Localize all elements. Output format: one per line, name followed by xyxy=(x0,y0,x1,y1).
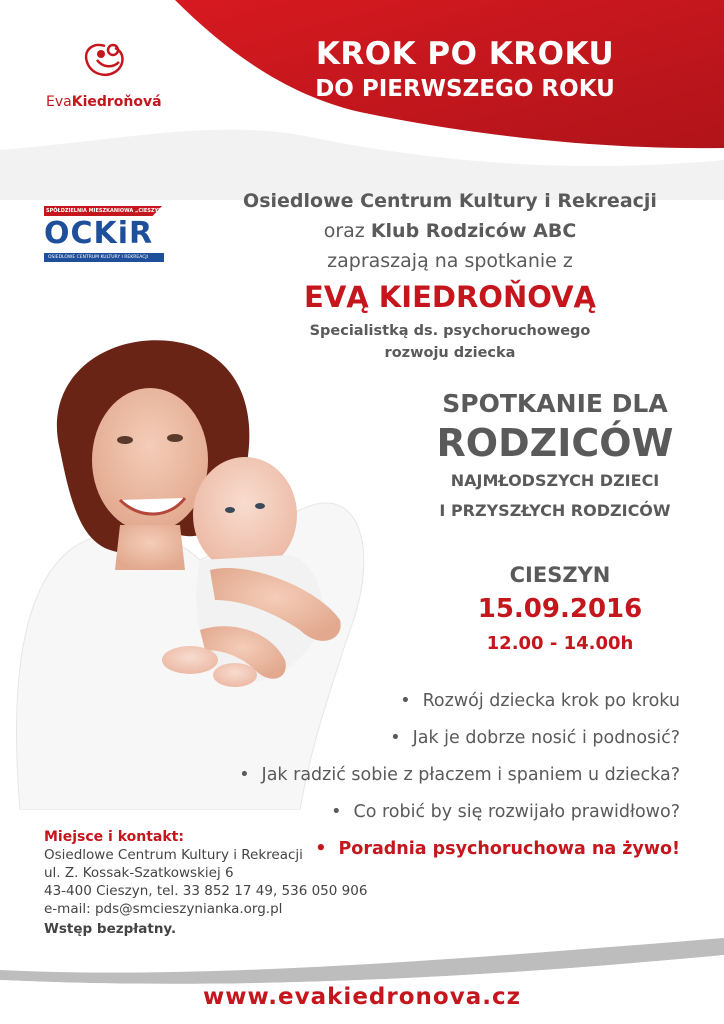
header-title-line1: KROK PO KROKU xyxy=(315,36,615,72)
eva-logo xyxy=(40,38,170,118)
event-city: CIESZYN xyxy=(509,563,611,587)
topic-text: Rozwój dziecka krok po kroku xyxy=(422,691,680,711)
mother-child-logo-icon xyxy=(75,38,135,88)
speaker-name: EVĄ KIEDROŇOVĄ xyxy=(304,280,596,314)
topic-item xyxy=(160,720,680,757)
event-sub2: I PRZYSZŁYCH RODZICÓW xyxy=(439,501,671,520)
free-entry: Wstęp bezpłatny. xyxy=(44,921,177,937)
logo-text-eva: Eva xyxy=(46,94,72,110)
contact-line2: ul. Z. Kossak-Szatkowskiej 6 xyxy=(44,865,234,881)
contact-heading: Miejsce i kontakt: xyxy=(44,829,184,845)
header-title-line2: DO PIERWSZEGO ROKU xyxy=(315,76,615,102)
topic-text: Jak je dobrze nosić i podnosić? xyxy=(412,728,680,748)
event-time: 12.00 - 14.00h xyxy=(486,633,634,654)
topic-item xyxy=(160,757,680,794)
ockir-logo xyxy=(44,206,183,266)
bullet-icon: • xyxy=(239,765,250,785)
logo-text-surname: Kiedroňová xyxy=(71,94,162,110)
contact-line1: Osiedlowe Centrum Kultury i Rekreacji xyxy=(44,847,303,863)
bullet-icon: • xyxy=(400,691,411,711)
intro-line3: zapraszają na spotkanie z xyxy=(327,250,573,272)
ockir-top-text: SPÓŁDZIELNIA MIESZKANIOWA „CIESZYNIANKA” xyxy=(46,208,183,214)
topic-item xyxy=(160,794,680,831)
ockir-name: OCKiR xyxy=(44,216,154,251)
speaker-role-line1: Specialistką ds. psychoruchowego xyxy=(309,323,591,339)
topic-text: Co robić by się rozwijało prawidłowo? xyxy=(353,802,680,822)
bullet-icon: • xyxy=(331,802,342,822)
intro-line1: Osiedlowe Centrum Kultury i Rekreacji xyxy=(243,190,657,212)
topic-text: Poradnia psychoruchowa na żywo! xyxy=(338,839,680,859)
topic-item xyxy=(160,683,680,720)
contact-email: e-mail: pds@smcieszynianka.org.pl xyxy=(44,901,283,917)
ockir-bottom-text: OSIEDLOWE CENTRUM KULTURY I REKREACJI xyxy=(48,255,148,260)
bullet-icon: • xyxy=(315,839,327,859)
footer-website[interactable]: www.evakiedronova.cz xyxy=(203,984,521,1010)
speaker-role-line2: rozwoju dziecka xyxy=(384,345,516,361)
intro-line2-bold: Klub Rodziców ABC xyxy=(370,220,577,242)
intro-line2-pre: oraz xyxy=(323,220,371,242)
event-heading2: RODZICÓW xyxy=(436,421,674,465)
bullet-icon: • xyxy=(390,728,401,748)
event-heading1: SPOTKANIE DLA xyxy=(442,389,668,418)
contact-line3: 43-400 Cieszyn, tel. 33 852 17 49, 536 050 906 xyxy=(44,883,368,899)
intro-line2 xyxy=(200,216,700,246)
topic-text: Jak radzić sobie z płaczem i spaniem u dziecka? xyxy=(261,765,680,785)
event-sub1: NAJMŁODSZYCH DZIECI xyxy=(450,471,660,490)
event-date: 15.09.2016 xyxy=(477,594,643,624)
